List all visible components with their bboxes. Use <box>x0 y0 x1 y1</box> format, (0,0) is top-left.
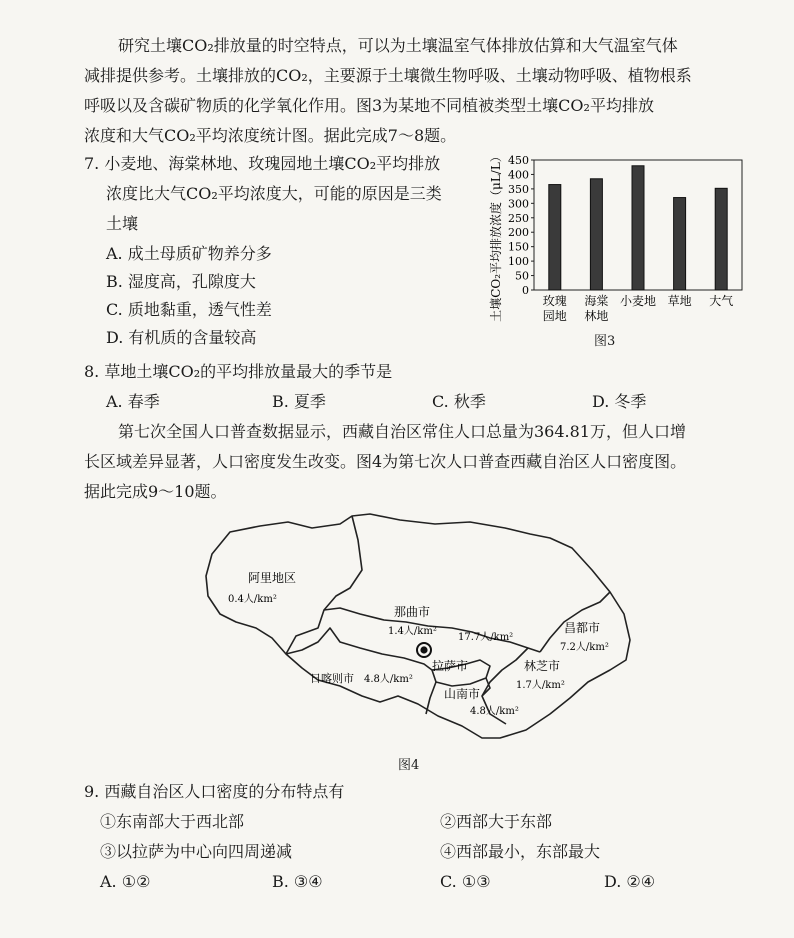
q7-option-c[interactable]: C. 质地黏重，透气性差 <box>106 300 272 319</box>
intro1-line-2: 减排提供参考。土壤排放的CO₂，主要源于土壤微生物呼吸、土壤动物呼吸、植物根系 <box>84 66 692 85</box>
x-tick-label: 大气 <box>709 294 734 308</box>
region-ali-density: 0.4人/km² <box>228 594 277 605</box>
q8-option-b[interactable]: B. 夏季 <box>272 392 326 411</box>
bar-1 <box>590 179 602 290</box>
figure3-bar-chart <box>480 148 750 328</box>
region-nagqu-density: 1.4人/km² <box>388 626 437 637</box>
region-shigatse-name: 日喀则市 <box>310 672 354 685</box>
q7-option-a[interactable]: A. 成土母质矿物养分多 <box>106 244 272 263</box>
q8-option-a[interactable]: A. 春季 <box>106 392 160 411</box>
y-tick-label: 450 <box>508 154 529 167</box>
q8-option-d[interactable]: D. 冬季 <box>592 392 647 411</box>
intro2-line-1: 第七次全国人口普查数据显示，西藏自治区常住人口总量为364.81万，但人口增 <box>118 422 686 441</box>
x-tick-label: 海棠 <box>584 294 609 308</box>
region-ali-name: 阿里地区 <box>248 571 297 585</box>
intro1-line-4: 浓度和大气CO₂平均浓度统计图。据此完成7～8题。 <box>84 126 457 145</box>
q8-option-c[interactable]: C. 秋季 <box>432 392 486 411</box>
q9-statement-3: ③以拉萨为中心向四周递减 <box>100 842 293 861</box>
q9-option-c[interactable]: C. ①③ <box>440 872 491 891</box>
q9-stem: 9. 西藏自治区人口密度的分布特点有 <box>84 782 345 801</box>
y-tick-label: 250 <box>508 211 529 225</box>
y-tick-label: 0 <box>522 284 529 297</box>
intro2-line-2: 长区域差异显著，人口密度发生改变。图4为第七次人口普查西藏自治区人口密度图。 <box>84 452 687 471</box>
x-tick-label: 园地 <box>542 309 567 323</box>
figure3-caption: 图3 <box>594 334 616 349</box>
q9-statement-2: ②西部大于东部 <box>440 812 553 831</box>
y-tick-label: 400 <box>508 168 529 182</box>
region-lhasa-name: 拉萨市 <box>432 659 469 673</box>
q7-option-d[interactable]: D. 有机质的含量较高 <box>106 328 257 347</box>
y-tick-label: 300 <box>508 197 529 211</box>
q7-stem-line-2: 浓度比大气CO₂平均浓度大，可能的原因是三类 <box>106 184 442 203</box>
y-tick-label: 350 <box>508 182 529 196</box>
region-changdu-name: 昌都市 <box>564 621 601 635</box>
figure4-tibet-map <box>190 510 650 750</box>
y-tick-label: 200 <box>508 226 529 240</box>
intro1-line-1: 研究土壤CO₂排放量的时空特点，可以为土壤温室气体排放估算和大气温室气体 <box>118 36 678 55</box>
intro2-line-3: 据此完成9～10题。 <box>84 482 227 501</box>
q9-option-a[interactable]: A. ①② <box>100 872 151 891</box>
x-tick-label: 草地 <box>667 294 692 308</box>
y-tick-label: 150 <box>508 240 529 254</box>
chart-y-axis-label: 土壤CO₂平均排放浓度（μL/L） <box>489 150 503 322</box>
q7-stem-line-1: 7. 小麦地、海棠林地、玫瑰园地土壤CO₂平均排放 <box>84 154 441 173</box>
region-shannan-density: 4.8人/km² <box>470 706 519 717</box>
q9-option-d[interactable]: D. ②④ <box>604 872 656 891</box>
border-ali <box>286 516 362 654</box>
region-lhasa-density: 17.7人/km² <box>458 632 514 643</box>
q7-option-b[interactable]: B. 湿度高，孔隙度大 <box>106 272 256 291</box>
bar-2 <box>632 166 644 290</box>
lhasa-marker-dot <box>420 646 427 653</box>
intro1-line-3: 呼吸以及含碳矿物质的化学氧化作用。图3为某地不同植被类型土壤CO₂平均排放 <box>84 96 654 115</box>
x-tick-label: 玫瑰 <box>542 294 567 308</box>
region-nyingchi-density: 1.7人/km² <box>516 680 565 691</box>
y-tick-label: 50 <box>515 269 529 283</box>
region-shigatse-density: 4.8人/km² <box>364 674 413 685</box>
q7-stem-line-3: 土壤 <box>106 214 139 233</box>
x-tick-label: 小麦地 <box>619 294 657 308</box>
bar-0 <box>549 185 561 290</box>
figure4-caption: 图4 <box>398 758 420 773</box>
region-nagqu-name: 那曲市 <box>394 605 431 619</box>
q9-option-b[interactable]: B. ③④ <box>272 872 323 891</box>
x-tick-label: 林地 <box>584 309 609 323</box>
y-tick-label: 100 <box>508 255 529 269</box>
region-nyingchi-name: 林芝市 <box>524 659 561 673</box>
bar-4 <box>715 188 727 290</box>
q9-statement-1: ①东南部大于西北部 <box>100 812 245 831</box>
region-shannan-name: 山南市 <box>444 687 481 701</box>
bar-3 <box>674 198 686 290</box>
q9-statement-4: ④西部最小，东部最大 <box>440 842 601 861</box>
region-changdu-density: 7.2人/km² <box>560 642 609 653</box>
q8-stem: 8. 草地土壤CO₂的平均排放量最大的季节是 <box>84 362 393 381</box>
